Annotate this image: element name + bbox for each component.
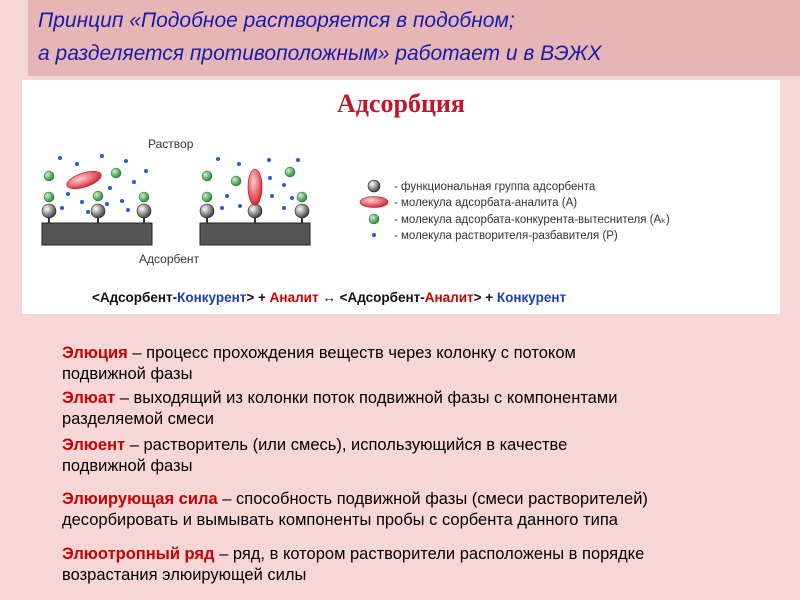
definition-term: Элюция <box>62 344 128 362</box>
definition-term: Элюирующая сила <box>62 490 218 508</box>
adsorption-diagram <box>22 80 780 314</box>
solvent-molecule-icon <box>372 233 376 237</box>
definition-text-cont: возрастания элюирующей силы <box>62 566 307 584</box>
equation-competitor: Конкурент <box>496 290 567 305</box>
definition-text: – выходящий из колонки поток подвижной фазы с компонентами <box>115 389 618 407</box>
definition-eluting-strength <box>62 489 782 531</box>
functional-group-icon <box>368 180 380 192</box>
adsorption-figure <box>22 80 780 314</box>
adsorbent-surface-left <box>42 223 152 245</box>
definition-eluotropic-series <box>62 544 782 586</box>
competitor-molecule-icon <box>231 176 241 186</box>
analyte-molecule-icon <box>248 169 262 205</box>
figure-heading: Адсорбция <box>337 89 465 118</box>
functional-group-icon <box>91 204 105 218</box>
definition-eluate <box>62 388 782 430</box>
legend-item-competitor: - молекула адсорбата-конкурента-вытеснителя (Aₖ) <box>394 214 670 226</box>
analyte-molecule-icon <box>360 197 388 208</box>
definition-text-cont: разделяемой смеси <box>62 410 214 428</box>
definition-text-cont: подвижной фазы <box>62 457 193 475</box>
competitor-molecule-icon <box>297 192 307 202</box>
adsorbent-surface-right <box>200 223 310 245</box>
functional-group-icon <box>137 204 151 218</box>
left-adsorbent-panel <box>42 154 152 245</box>
competitor-molecule-icon <box>285 167 295 177</box>
competitor-molecule-icon <box>202 171 212 181</box>
legend-item-solvent: - молекула растворителя-разбавителя (P) <box>394 230 618 242</box>
slide-title-line-1: Принцип «Подобное растворяется в подобном; <box>38 9 515 32</box>
competitor-molecule-icon <box>139 192 149 202</box>
equation-analyte: Аналит <box>424 290 474 305</box>
legend-item-functional-group: - функциональная группа адсорбента <box>394 181 596 193</box>
definition-text-cont: десорбировать и вымывать компоненты пробы с сорбента данного типа <box>62 511 618 529</box>
functional-group-icon <box>295 204 309 218</box>
legend-item-analyte: - молекула адсорбата-аналита (A) <box>394 197 578 209</box>
equation-part: > + <box>473 290 497 305</box>
equation-competitor: Конкурент <box>177 290 247 305</box>
functional-group-icon <box>200 204 214 218</box>
definition-term: Элюент <box>62 436 126 454</box>
slide-title-line-2: а разделяется противоположным» работает и в ВЭЖХ <box>38 42 602 65</box>
competitor-molecule-icon <box>202 192 212 202</box>
adsorbent-label: Адсорбент <box>139 252 200 266</box>
equation-part: ↔ <Адсорбент- <box>318 290 425 305</box>
equation-analyte: Аналит <box>269 290 319 305</box>
functional-group-icon <box>248 204 262 218</box>
definition-text-cont: подвижной фазы <box>62 365 193 383</box>
functional-group-icon <box>42 204 56 218</box>
right-adsorbent-panel <box>200 157 310 245</box>
definition-elution <box>62 343 782 385</box>
definition-eluent <box>62 435 782 477</box>
equation-part: > + <box>246 290 270 305</box>
definition-term: Элюат <box>62 389 116 407</box>
legend <box>360 180 670 242</box>
competitor-molecule-icon <box>44 192 54 202</box>
equation <box>92 290 567 305</box>
competitor-molecule-icon <box>369 214 379 224</box>
definition-text: – способность подвижной фазы (смеси растворителей) <box>217 490 648 508</box>
definition-term: Элюотропный ряд <box>62 545 215 563</box>
competitor-molecule-icon <box>93 191 103 201</box>
solution-label: Раствор <box>148 137 194 151</box>
analyte-molecule-icon <box>65 168 104 192</box>
definition-text: – растворитель (или смесь), использующийся в качестве <box>125 436 568 454</box>
equation-part: <Адсорбент- <box>92 290 178 305</box>
competitor-molecule-icon <box>111 168 121 178</box>
definition-text: – ряд, в котором растворители расположены в порядке <box>214 545 645 563</box>
competitor-molecule-icon <box>44 171 54 181</box>
definition-text: – процесс прохождения веществ через колонку с потоком <box>127 344 576 362</box>
